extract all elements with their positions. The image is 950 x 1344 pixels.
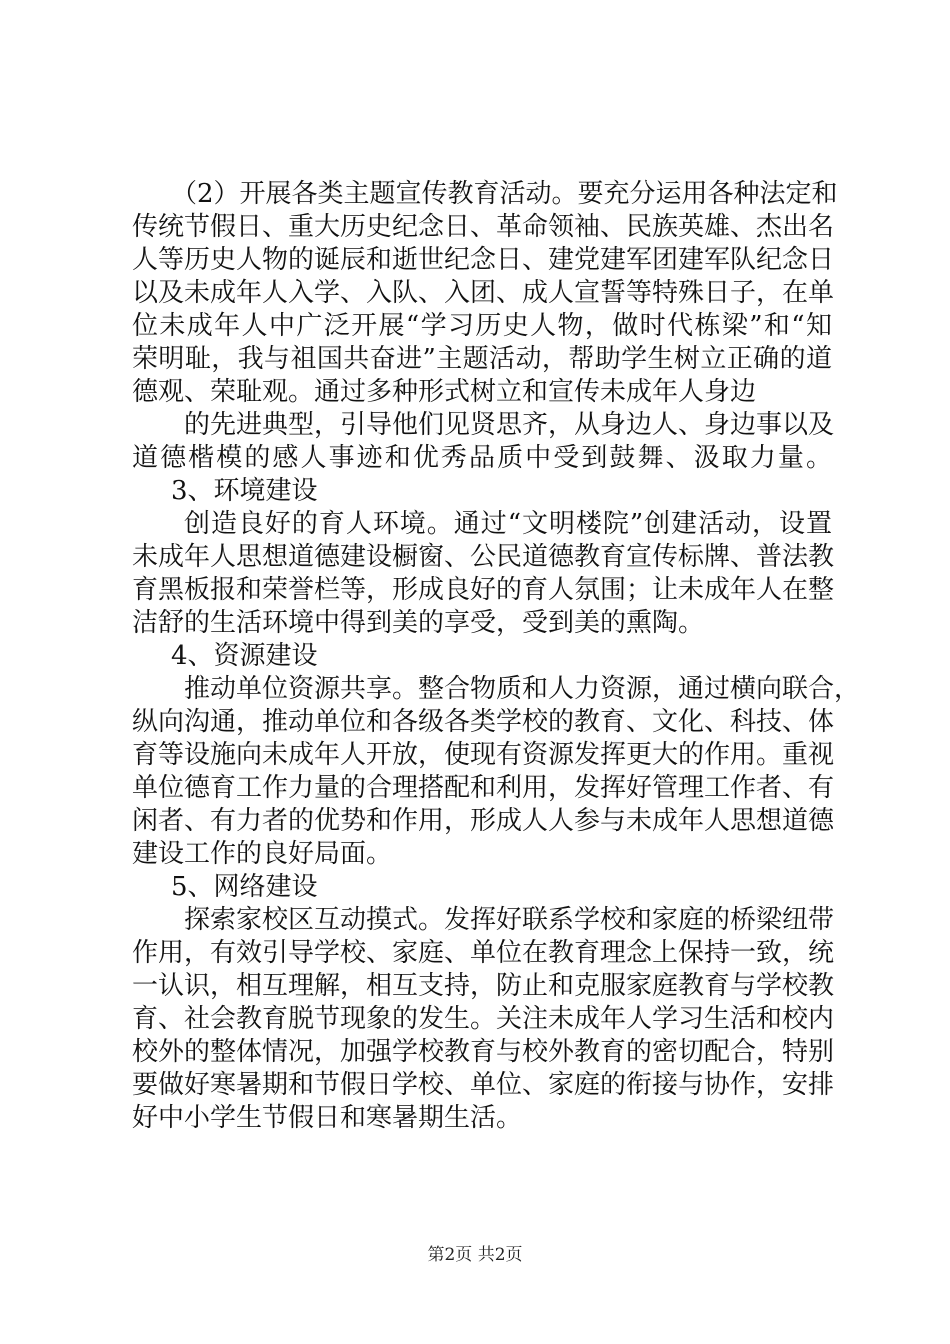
paragraph-line: 传统节假日、重大历史纪念日、革命领袖、民族英雄、杰出名 (132, 212, 835, 242)
paragraph-line: 未成年人思想道德建设橱窗、公民道德教育宣传标牌、普法教 (132, 542, 835, 572)
paragraph-line: 作用，有效引导学校、家庭、单位在教育理念上保持一致，统 (132, 938, 835, 968)
paragraph-line: 荣明耻，我与祖国共奋进”主题活动，帮助学生树立正确的道 (132, 344, 832, 374)
paragraph-line: 洁舒的生活环境中得到美的享受，受到美的熏陶。 (132, 608, 705, 638)
paragraph-line: 创造良好的育人环境。通过“文明楼院”创建活动，设置 (184, 509, 832, 539)
paragraph-line: 推动单位资源共享。整合物质和人力资源，通过横向联合， (184, 674, 861, 704)
paragraph-line: 一认识，相互理解，相互支持，防止和克服家庭教育与学校教 (132, 971, 835, 1001)
paragraph-line: （2）开展各类主题宣传教育活动。要充分运用各种法定和 (171, 179, 838, 209)
paragraph-line: 单位德育工作力量的合理搭配和利用，发挥好管理工作者、有 (132, 773, 835, 803)
document-body (132, 178, 861, 1135)
paragraph-line: 人等历史人物的诞辰和逝世纪念日、建党建军团建军队纪念日 (132, 245, 835, 275)
paragraph-line: 育等设施向未成年人开放，使现有资源发挥更大的作用。重视 (132, 740, 835, 770)
paragraph-line: 校外的整体情况，加强学校教育与校外教育的密切配合，特别 (132, 1037, 835, 1067)
section-heading-network: 5、网络建设 (171, 872, 318, 902)
paragraph-line: 育、社会教育脱节现象的发生。关注未成年人学习生活和校内 (132, 1004, 835, 1034)
paragraph-line: 德观、荣耻观。通过多种形式树立和宣传未成年人身边 (132, 377, 757, 407)
paragraph-line: 要做好寒暑期和节假日学校、单位、家庭的衔接与协作，安排 (132, 1070, 835, 1100)
paragraph-line: 道德楷模的感人事迹和优秀品质中受到鼓舞、汲取力量。 (132, 443, 832, 473)
section-heading-resources: 4、资源建设 (171, 641, 318, 671)
section-heading-environment: 3、环境建设 (171, 476, 318, 506)
paragraph-line: 建设工作的良好局面。 (132, 839, 393, 869)
paragraph-line: 闲者、有力者的优势和作用，形成人人参与未成年人思想道德 (132, 806, 835, 836)
page-number-footer: 第2页 共2页 (427, 1245, 523, 1265)
paragraph-line: 探索家校区互动摸式。发挥好联系学校和家庭的桥梁纽带 (184, 905, 835, 935)
paragraph-line: 位未成年人中广泛开展“学习历史人物，做时代栋梁”和“知 (132, 311, 832, 341)
paragraph-line: 纵向沟通，推动单位和各级各类学校的教育、文化、科技、体 (132, 707, 835, 737)
paragraph-line: 的先进典型，引导他们见贤思齐，从身边人、身边事以及 (184, 410, 835, 440)
paragraph-line: 以及未成年人入学、入队、入团、成人宣誓等特殊日子，在单 (132, 278, 835, 308)
paragraph-line: 育黑板报和荣誉栏等，形成良好的育人氛围；让未成年人在整 (132, 575, 835, 605)
paragraph-line: 好中小学生节假日和寒暑期生活。 (132, 1103, 523, 1133)
